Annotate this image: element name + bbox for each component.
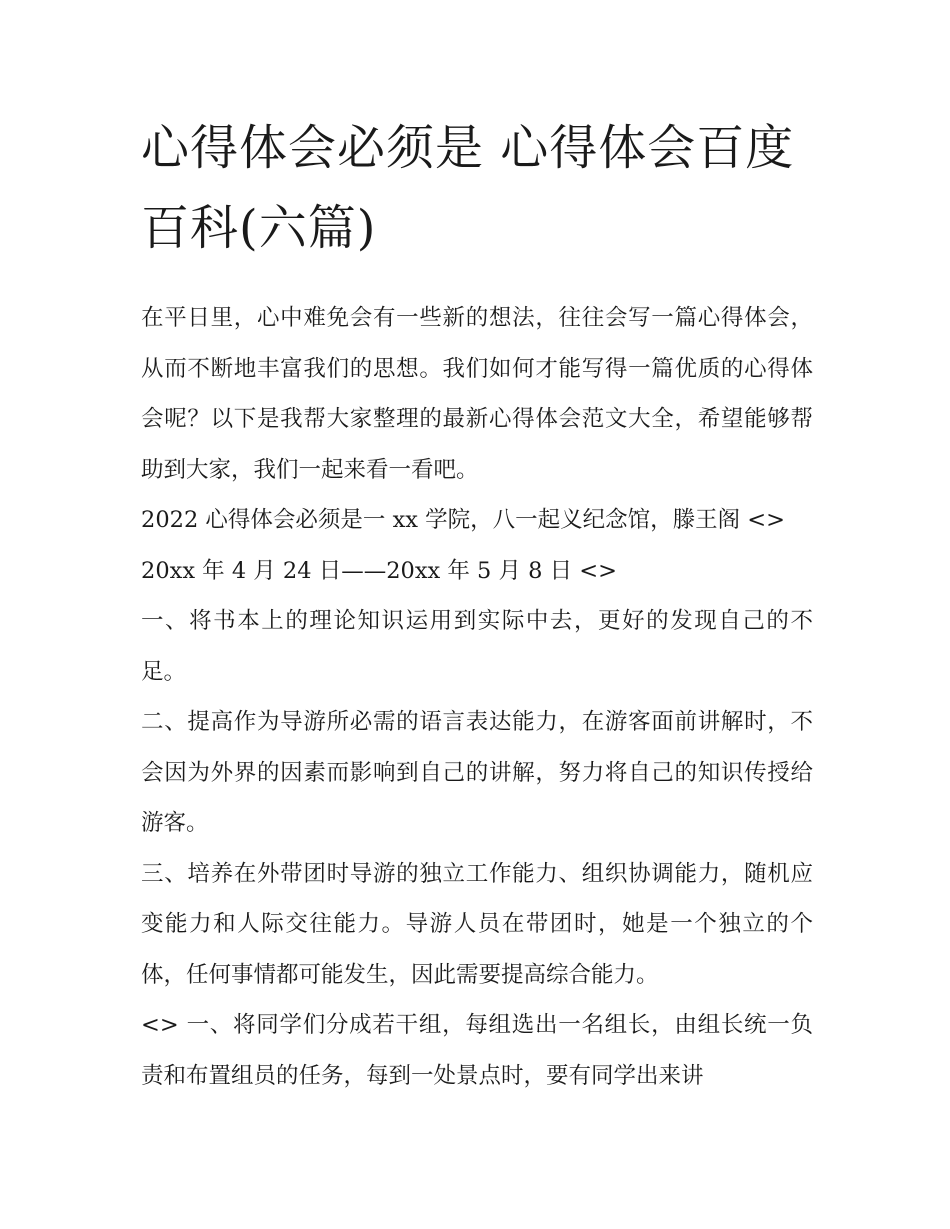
document-title: 心得体会必须是 心得体会百度百科(六篇): [141, 120, 795, 256]
goal-paragraph-1: 一、将书本上的理论知识运用到实际中去，更好的发现自己的不足。: [141, 608, 813, 685]
intro-paragraph: 在平日里，心中难免会有一些新的想法，往往会写一篇心得体会，从而不断地丰富我们的思想。我们如何才能写得一篇优质的心得体会呢？以下是我帮大家整理的最新心得体会范文大全，希望能够帮助到大家，我们一起来看一看吧。: [141, 305, 813, 483]
location-line: 2022 心得体会必须是一 xx 学院，八一起义纪念馆，滕王阁 <>: [141, 507, 785, 533]
goal-paragraph-3: 三、培养在外带团时导游的独立工作能力、组织协调能力，随机应变能力和人际交往能力。导游人员在带团时，她是一个独立的个体，任何事情都可能发生，因此需要提高综合能力。: [141, 860, 813, 988]
document-page: [141, 108, 813, 1101]
document-body: [141, 293, 813, 1101]
goal-paragraph-2: 二、提高作为导游所必需的语言表达能力，在游客面前讲解时，不会因为外界的因素而影响到自己的讲解，努力将自己的知识传授给游客。: [141, 709, 813, 836]
date-line: 20xx 年 4 月 24 日——20xx 年 5 月 8 日 <>: [141, 557, 617, 584]
method-paragraph-1: <> 一、将同学们分成若干组，每组选出一名组长，由组长统一负责和布置组员的任务，每到一处景点时，要有同学出来讲: [141, 1012, 813, 1089]
